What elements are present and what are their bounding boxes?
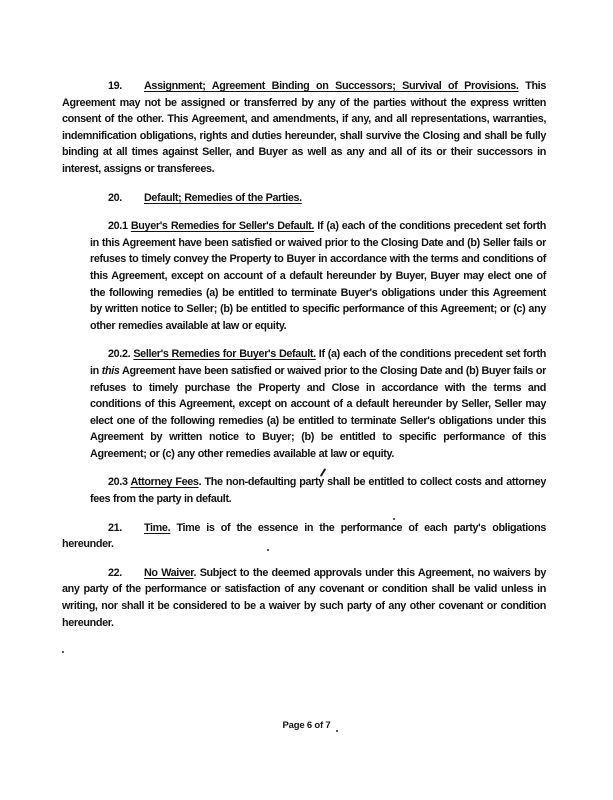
- paragraph-7: [62, 565, 546, 631]
- text-run: Time is of the essence in the performance of each party's obligations hereunder.: [62, 521, 546, 551]
- page-number-footer: Page 6 of 7: [282, 720, 331, 731]
- scan-artifact-dot: [267, 549, 269, 551]
- text-run: No Waiver: [143, 566, 194, 579]
- text-run: Buyer's Remedies for Seller's Default.: [130, 220, 315, 233]
- text-run: 20.1: [108, 220, 131, 233]
- scan-artifact-dot: [393, 518, 395, 520]
- text-run: 20.: [108, 191, 122, 204]
- text-run: Agreement have been satisfied or waived prior to the Closing Date and (b) Buyer fails or refuses to timely purchase the Property and Close in accordance with the terms and conditions of this Agreement, except on account of a default hereunder by Seller, Seller may elect one of the following remedies (a) be entitled to terminate Seller's obligations under this Agreement by written notice to Buyer; (b) be entitled to specific performance of this Agreement; or (c) any other remedies available at law or equity.: [90, 364, 546, 460]
- paragraph-1: [62, 78, 546, 178]
- scan-artifact-dot: [62, 651, 64, 653]
- text-run: Seller's Remedies for Buyer's Default.: [133, 348, 316, 361]
- paragraph-2: [62, 190, 546, 207]
- text-run: This Agreement may not be assigned or transferred by any of the parties without the express written consent of the other. This Agreement, and amendments, if any, and all representations, warranties, indemnification obligations, rights and duties hereunder, shall survive the Closing and shall be fully binding at all times against Seller, and Buyer as well as any and all of its or their successors in interest, assigns or transferees.: [62, 80, 546, 175]
- text-run: Attorney Fees: [130, 476, 199, 489]
- text-run: Default; Remedies of the Parties.: [143, 191, 302, 204]
- text-run: 21.: [108, 521, 122, 534]
- paragraph-5: [90, 474, 546, 507]
- paragraph-6: [62, 520, 546, 553]
- text-run: If (a) each of the conditions precedent set forth in this Agreement have been satisfied or waived prior to the Closing Date and (b) Seller fails or refuses to timely convey the Property to Buyer in accordance with the terms and conditions of this Agreement, except on account of a default hereunder by Buyer, Buyer may elect one of the following remedies (a) be entitled to terminate Buyer's obligations under this Agreement by written notice to Seller; (b) be entitled to specific performance of this Agreement; or (c) any other remedies available at law or equity.: [90, 220, 546, 332]
- paragraph-4: [90, 346, 546, 462]
- text-run: If (a) each of the conditions precedent set forth in: [90, 348, 546, 377]
- text-run: 22.: [108, 566, 122, 579]
- text-run: . Subject to the deemed approvals under this Agreement, no waivers by any party of the performance or satisfaction of any covenant or condition shall be valid unless in writing, nor shall it be considered to be a waiver by such party of any other covenant or condition hereunder.: [62, 566, 546, 629]
- paragraph-3: [90, 218, 546, 334]
- document-body: [62, 78, 546, 631]
- scan-artifact-dot: [336, 730, 338, 732]
- text-run: . The non-defaulting party shall be entitled to collect costs and attorney fees from the party in default.: [90, 476, 546, 506]
- text-run: Assignment; Agreement Binding on Successors; Survival of Provisions.: [143, 80, 519, 92]
- text-run: 19.: [108, 80, 122, 92]
- text-run: this: [101, 364, 120, 377]
- text-run: Time.: [143, 521, 171, 534]
- text-run: 20.3: [108, 476, 131, 489]
- text-run: 20.2.: [108, 348, 134, 361]
